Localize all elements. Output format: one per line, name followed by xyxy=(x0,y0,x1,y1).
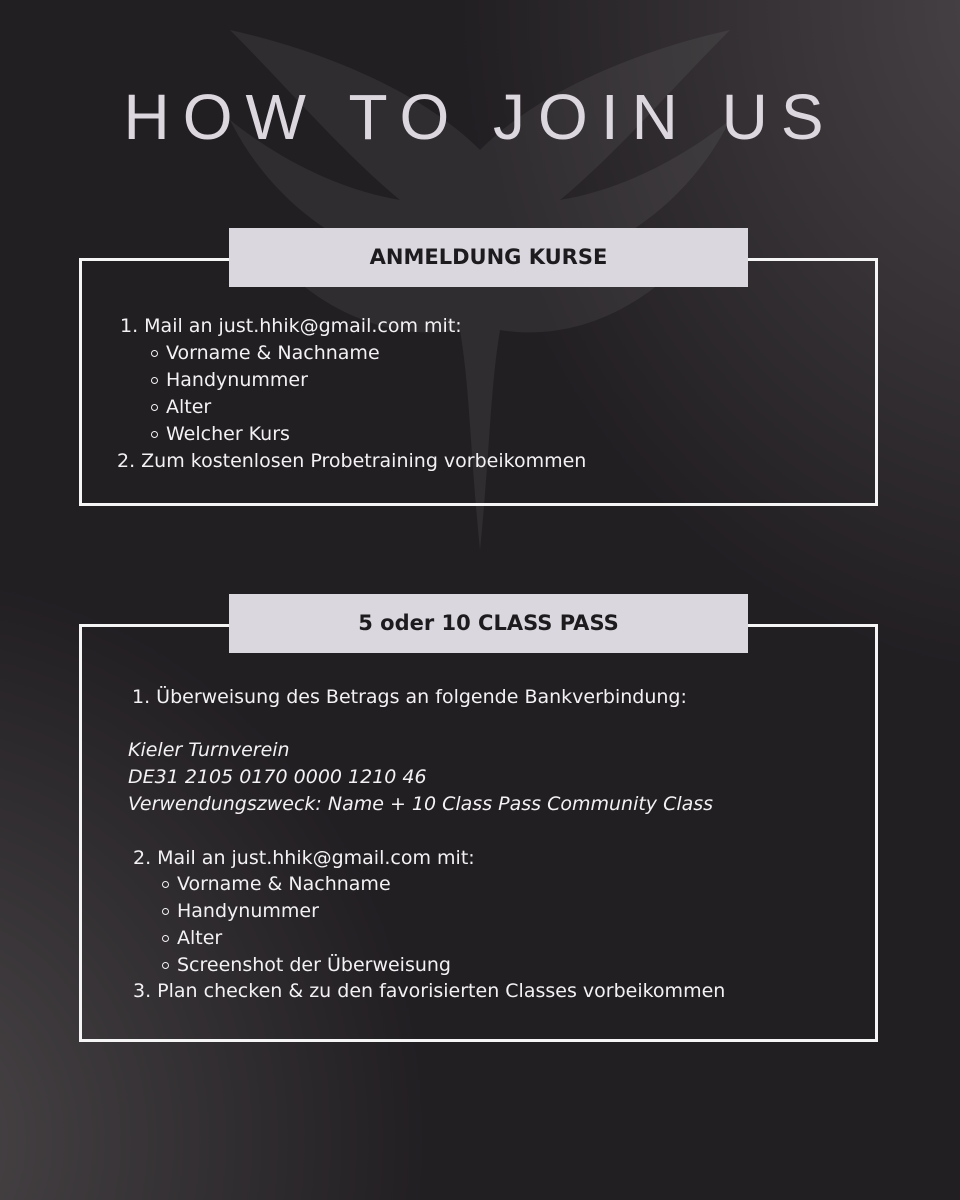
bullet-icon xyxy=(162,908,169,915)
bullet-icon xyxy=(151,431,158,438)
s1-subitem: Alter xyxy=(151,396,211,418)
bullet-icon xyxy=(162,881,169,888)
bullet-icon xyxy=(151,350,158,357)
bullet-icon xyxy=(162,962,169,969)
class-pass-header: 5 oder 10 CLASS PASS xyxy=(229,594,748,653)
bullet-icon xyxy=(162,935,169,942)
bank-iban: DE31 2105 0170 0000 1210 46 xyxy=(128,766,427,788)
s2-item-1: 1. Überweisung des Betrags an folgende Bankverbindung: xyxy=(132,686,687,708)
s2-item-3: 3. Plan checken & zu den favorisierten Classes vorbeikommen xyxy=(133,980,726,1002)
bank-reference: Verwendungszweck: Name + 10 Class Pass Community Class xyxy=(128,793,714,815)
s1-subitem: Handynummer xyxy=(151,369,308,391)
s1-item-2: 2. Zum kostenlosen Probetraining vorbeikommen xyxy=(117,450,587,472)
s2-subitem: Handynummer xyxy=(162,900,319,922)
s2-subitem: Alter xyxy=(162,927,222,949)
bullet-icon xyxy=(151,377,158,384)
bullet-icon xyxy=(151,404,158,411)
s2-item-2: 2. Mail an just.hhik@gmail.com mit: xyxy=(133,847,475,869)
s1-item-1: 1. Mail an just.hhik@gmail.com mit: xyxy=(120,315,462,337)
s1-subitem: Welcher Kurs xyxy=(151,423,290,445)
anmeldung-header: ANMELDUNG KURSE xyxy=(229,228,748,287)
s1-subitem: Vorname & Nachname xyxy=(151,342,380,364)
bank-name: Kieler Turnverein xyxy=(128,739,290,761)
s2-subitem: Vorname & Nachname xyxy=(162,873,391,895)
page-title: HOW TO JOIN US xyxy=(123,81,837,153)
s2-subitem: Screenshot der Überweisung xyxy=(162,954,451,976)
